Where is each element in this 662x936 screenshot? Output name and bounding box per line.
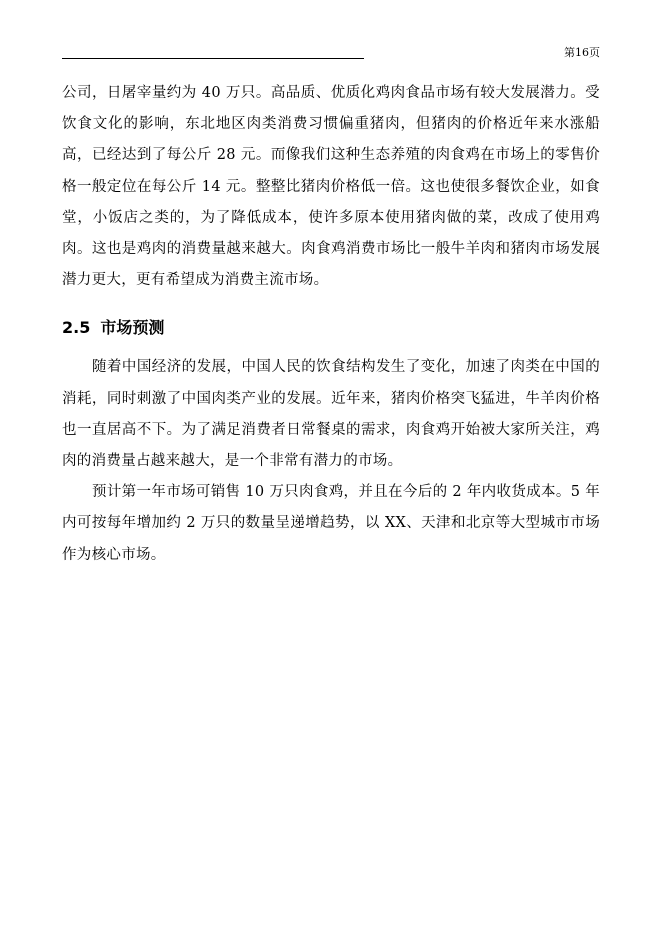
section-number: 2.5 (62, 318, 91, 338)
paragraph-sales-forecast: 预计第一年市场可销售 10 万只肉食鸡，并且在今后的 2 年内收货成本。5 年内可按每年增加约 2 万只的数量呈递增趋势，以 XX、天津和北京等大型城市市场作为核心市场。 (62, 484, 600, 563)
header-rule (62, 58, 364, 59)
paragraph-market-potential: 公司，日屠宰量约为 40 万只。高品质、优质化鸡肉食品市场有较大发展潜力。受饮食文化的影响，东北地区肉类消费习惯偏重猪肉，但猪肉的价格近年来水涨船高，已经达到了每公斤 28 元。而像我们这种生态养殖的肉食鸡在市场上的零售价格一般定位在每公斤 14 元。整整比猪肉价格低一倍。这也使很多餐饮企业，如食堂，小饭店之类的，为了降低成本，使许多原本使用猪肉做的菜，改成了使用鸡肉。这也是鸡肉的消费量越来越大。肉食鸡消费市场比一般牛羊肉和猪肉市场发展潜力更大，更有希望成为消费主流市场。 (62, 85, 600, 289)
section-heading (62, 316, 600, 340)
paragraph-market-overview: 随着中国经济的发展，中国人民的饮食结构发生了变化，加速了肉类在中国的消耗，同时刺激了中国肉类产业的发展。近年来，猪肉价格突飞猛进，牛羊肉价格也一直居高不下。为了满足消费者日常餐桌的需求，肉食鸡开始被大家所关注，鸡肉的消费量占越来越大，是一个非常有潜力的市场。 (62, 359, 600, 470)
section-title: 市场预测 (100, 318, 165, 338)
document-body (62, 78, 600, 571)
page-number: 第16页 (564, 46, 600, 59)
